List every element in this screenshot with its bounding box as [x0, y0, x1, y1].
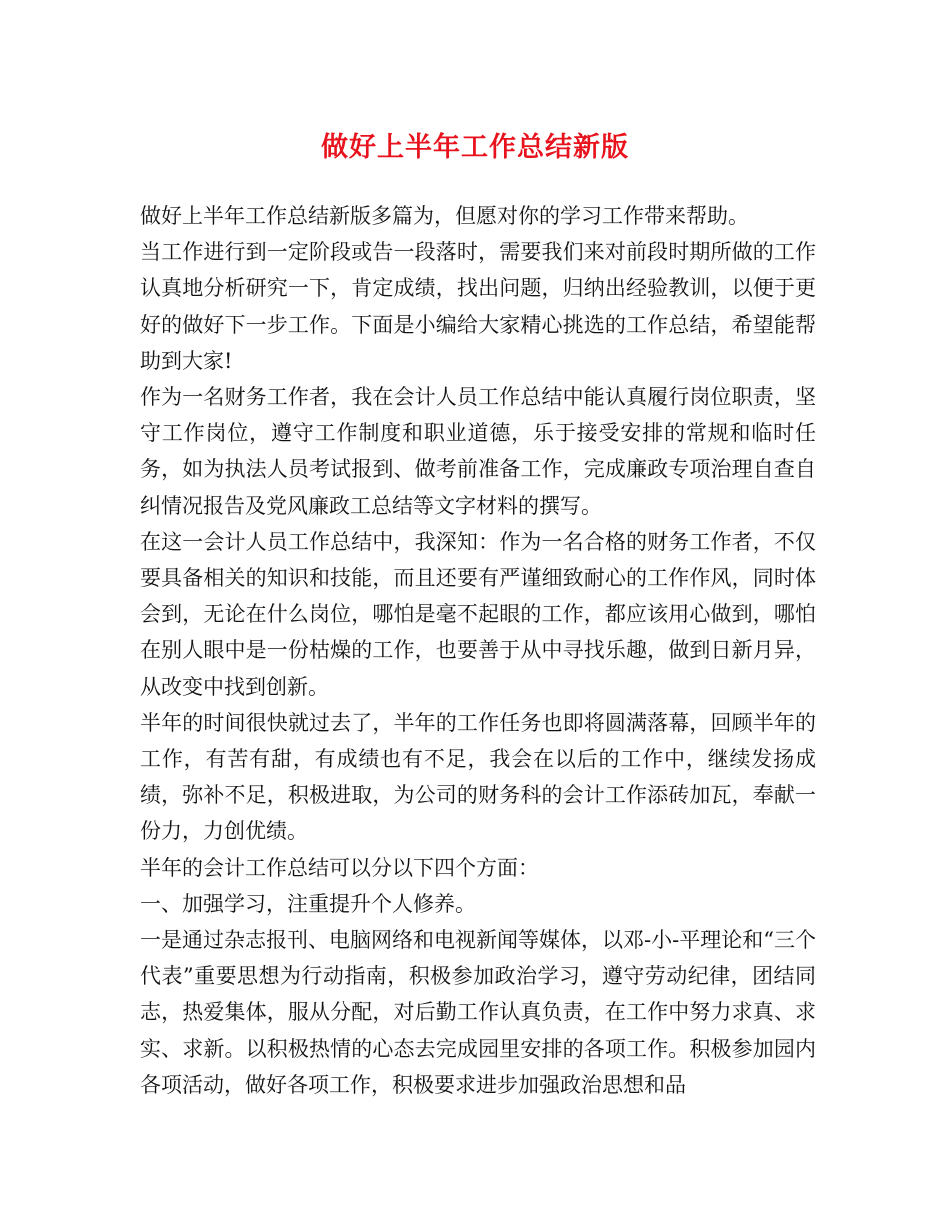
paragraph-insight: 在这一会计人员工作总结中，我深知：作为一名合格的财务工作者，不仅要具备相关的知识和技能，而且还要有严谨细致耐心的工作作风，同时体会到，无论在什么岗位，哪怕是毫不起眼的工作，都应该用心做到，哪怕在别人眼中是一份枯燥的工作，也要善于从中寻找乐趣，做到日新月异，从改变中找到创新。 [140, 529, 816, 699]
paragraph-intro: 做好上半年工作总结新版多篇为，但愿对你的学习工作带来帮助。 [140, 204, 749, 228]
paragraph-duties: 作为一名财务工作者，我在会计人员工作总结中能认真履行岗位职责，坚守工作岗位，遵守工作制度和职业道德，乐于接受安排的常规和临时任务，如为执法人员考试报到、做考前准备工作，完成廉政专项治理自查自纠情况报告及党风廉政工总结等文字材料的撰写。 [140, 385, 816, 518]
document-title: 做好上半年工作总结新版 [321, 132, 629, 163]
section-heading-1: 一、加强学习，注重提升个人修养。 [140, 891, 476, 916]
document-body [140, 198, 816, 1103]
paragraph-review: 半年的时间很快就过去了，半年的工作任务也即将圆满落幕，回顾半年的工作，有苦有甜，有成绩也有不足，我会在以后的工作中，继续发扬成绩，弥补不足，积极进取，为公司的财务科的会计工作添砖加瓦，奉献一份力，力创优绩。 [140, 710, 816, 844]
paragraph-purpose: 当工作进行到一定阶段或告一段落时，需要我们来对前段时期所做的工作认真地分析研究一下，肯定成绩，找出问题，归纳出经验教训，以便于更好的做好下一步工作。下面是小编给大家精心挑选的工作总结，希望能帮助到大家! [140, 240, 816, 373]
paragraph-aspects: 半年的会计工作总结可以分以下四个方面： [140, 855, 539, 880]
paragraph-study: 一是通过杂志报刊、电脑网络和电视新闻等媒体，以邓-小-平理论和“三个代表”重要思想为行动指南，积极参加政治学习，遵守劳动纪律，团结同志，热爱集体，服从分配，对后勤工作认真负责，在工作中努力求真、求实、求新。以积极热情的心态去完成园里安排的各项工作。积极参加园内各项活动，做好各项工作，积极要求进步加强政治思想和品 [140, 928, 816, 1097]
